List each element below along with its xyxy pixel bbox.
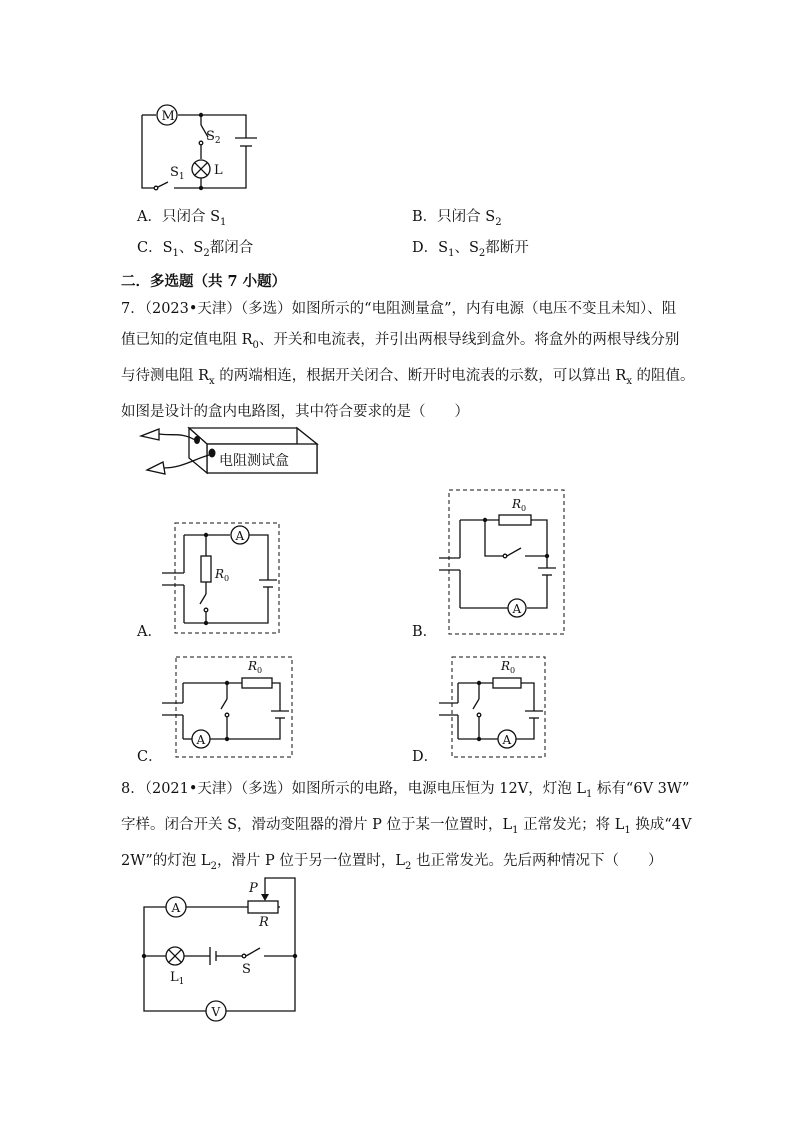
svg-text:V: V — [211, 1005, 221, 1019]
q7-circuit-a — [160, 520, 285, 635]
svg-text:R0: $R_0$ — [248, 659, 263, 675]
svg-text:L1: $L_1$ — [170, 970, 185, 987]
svg-text:P: P — [249, 881, 258, 896]
q6-option-b[interactable]: B．只闭合 $S_2$ — [412, 209, 502, 228]
svg-text:R0: $R_0$ — [512, 497, 527, 513]
svg-text:A: A — [235, 529, 245, 543]
question-8 — [121, 774, 692, 882]
svg-text:S: S — [242, 962, 251, 977]
question-7 — [121, 294, 695, 428]
svg-text:A: A — [196, 733, 206, 747]
q7-option-a[interactable]: A． — [137, 624, 162, 640]
q8-line-2: 字样。闭合开关 S，滑动变阻器的滑片 P 位于某一位置时，$L_1$ 正常发光；将 $L_1$ 换成“4V — [121, 816, 692, 836]
q6-option-a[interactable]: A．只闭合 $S_1$ — [137, 209, 227, 228]
q6-option-c[interactable]: C．$S_1$、$S_2$都闭合 — [137, 240, 254, 259]
q7-line-1: 7．（2023•天津）（多选）如图所示的“电阻测量盒”，内有电源（电压不变且未知）、阻 — [121, 301, 677, 317]
resistance-test-box-figure — [137, 418, 322, 480]
q7-option-c[interactable]: C． — [137, 749, 163, 765]
q8-line-1: 8．（2021•天津）（多选）如图所示的电路，电源电压恒为 12V，灯泡 $L_1$ 标有“6V 3W” — [121, 781, 690, 800]
svg-text:A: A — [512, 602, 522, 616]
q6-option-d[interactable]: D．$S_1$、$S_2$都断开 — [412, 240, 529, 259]
q8-line-3: 2W”的灯泡 $L_2$，滑片 P 位于另一位置时，$L_2$ 也正常发光。先后两种情况下（ ） — [121, 852, 663, 872]
motor-label: M — [161, 109, 175, 124]
q7-circuit-d — [437, 655, 552, 760]
q8-circuit-diagram — [140, 872, 305, 1022]
q7-circuit-b — [437, 488, 567, 636]
q7-line-3: 与待测电阻 $R_x$ 的两端相连，根据开关闭合、断开时电流表的示数，可以算出 $R_x$ 的阻值。 — [121, 367, 695, 387]
svg-text:R0: $R_0$ — [501, 659, 516, 675]
q7-option-b[interactable]: B． — [412, 624, 438, 640]
q7-line-2: 值已知的定值电阻 $R_0$、开关和电流表，并引出两根导线到盒外。将盒外的两根导线分别 — [121, 332, 680, 351]
svg-text:R0: $R_0$ — [215, 567, 230, 583]
q7-circuit-c — [160, 655, 295, 760]
svg-text:A: A — [502, 733, 512, 747]
box-label: 电阻测试盒 — [219, 453, 289, 469]
s1-label: $S_1$ — [170, 165, 185, 182]
lamp-label: L — [214, 163, 223, 178]
svg-text:A: A — [171, 901, 181, 915]
svg-text:R: R — [259, 915, 269, 930]
section-title: 二．多选题（共 7 小题） — [121, 273, 287, 290]
s2-label: $S_2$ — [206, 129, 221, 146]
q6-circuit-diagram — [130, 100, 260, 195]
q7-line-4: 如图是设计的盒内电路图，其中符合要求的是（ ） — [121, 403, 469, 420]
q7-option-d[interactable]: D． — [412, 749, 439, 765]
